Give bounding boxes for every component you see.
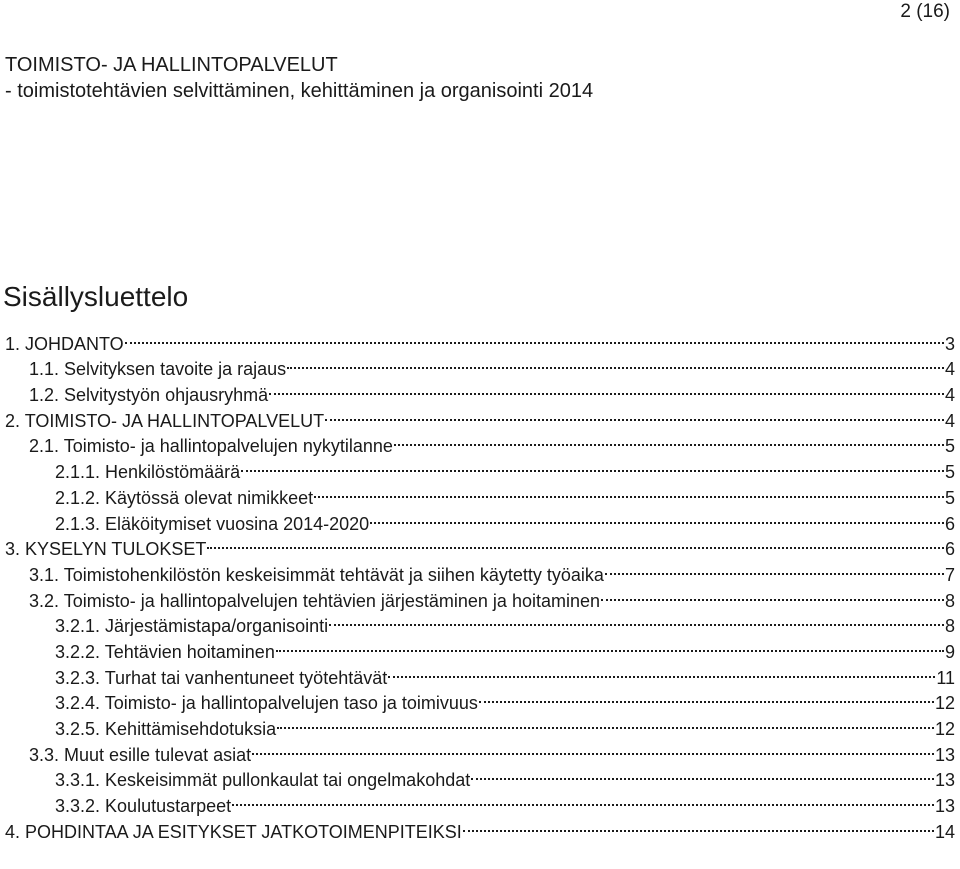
toc-entry-page: 13 xyxy=(934,796,955,817)
toc-dot-leader xyxy=(388,658,935,684)
toc-entry-title: 3.3. Muut esille tulevat asiat xyxy=(29,744,252,765)
toc-dot-leader xyxy=(241,452,944,478)
toc-entry-title: 1.1. Selvityksen tavoite ja rajaus xyxy=(29,359,287,380)
toc-entry-title: 3.2.4. Toimisto- ja hallintopalvelujen taso ja toimivuus xyxy=(55,693,478,714)
document-title: TOIMISTO- JA HALLINTOPALVELUT xyxy=(5,54,338,76)
toc-entry-page: 5 xyxy=(944,487,955,508)
toc-entry-page: 4 xyxy=(944,410,955,431)
toc-dot-leader xyxy=(601,581,944,607)
toc-entry-page: 3 xyxy=(944,333,955,354)
toc-entry-title: 2. TOIMISTO- JA HALLINTOPALVELUT xyxy=(5,410,325,431)
toc-entry-title: 2.1.3. Eläköitymiset vuosina 2014-2020 xyxy=(55,513,370,534)
toc-dot-leader xyxy=(325,401,944,427)
toc-entry-page: 12 xyxy=(934,719,955,739)
document-subtitle: - toimistotehtävien selvittäminen, kehittäminen ja organisointi 2014 xyxy=(5,80,594,102)
toc-dot-leader xyxy=(125,324,944,350)
toc-entry-page: 9 xyxy=(944,641,955,662)
toc-entry-title: 3.3.2. Koulutustarpeet xyxy=(55,796,232,817)
toc-dot-leader xyxy=(276,632,944,658)
toc-entry[interactable] xyxy=(5,324,955,354)
toc-entry-page: 7 xyxy=(944,564,955,585)
toc-dot-leader xyxy=(605,555,944,581)
toc-dot-leader xyxy=(314,478,944,504)
toc-heading: Sisällysluettelo xyxy=(3,281,189,312)
toc-entry-page: 14 xyxy=(934,821,955,842)
toc-dot-leader xyxy=(277,709,934,735)
toc-entry-page: 5 xyxy=(944,462,955,483)
toc-entry-page: 13 xyxy=(934,744,955,765)
toc-dot-leader xyxy=(463,812,934,838)
toc-entry-title: 4. POHDINTAA JA ESITYKSET JATKOTOIMENPITEIKSI xyxy=(5,821,462,842)
toc-entry-title: 2.1. Toimisto- ja hallintopalvelujen nykytilanne xyxy=(29,436,393,457)
toc-entry-page: 5 xyxy=(944,436,955,457)
toc-entry-title: 3.2.1. Järjestämistapa/organisointi xyxy=(55,616,329,637)
toc-entry-title: 3.2.2. Tehtävien hoitaminen xyxy=(55,641,275,662)
toc-entry-title: 3.3.1. Keskeisimmät pullonkaulat tai ongelmakohdat xyxy=(55,770,471,791)
toc-dot-leader xyxy=(370,504,944,530)
toc-dot-leader xyxy=(232,786,934,812)
toc-dot-leader xyxy=(471,761,934,787)
toc-entry-title: 3.2.3. Turhat tai vanhentuneet työtehtävät xyxy=(55,667,388,688)
page-number: 2 (16) xyxy=(900,1,950,22)
toc-entry[interactable] xyxy=(5,350,955,380)
toc-entry-page: 13 xyxy=(934,770,955,791)
toc-entry-page: 6 xyxy=(944,539,955,560)
toc-dot-leader xyxy=(269,375,944,401)
toc-entry-title: 1.2. Selvitystyön ohjausryhmä xyxy=(29,385,269,406)
toc-entry-title: 3.2.5. Kehittämisehdotuksia xyxy=(55,719,277,739)
toc-dot-leader xyxy=(329,607,944,633)
toc-entry-title: 1. JOHDANTO xyxy=(5,333,124,354)
toc-entry-title: 2.1.2. Käytössä olevat nimikkeet xyxy=(55,487,314,508)
table-of-contents xyxy=(5,324,955,842)
toc-entry-page: 4 xyxy=(944,359,955,380)
toc-dot-leader xyxy=(207,530,944,556)
toc-entry-page: 4 xyxy=(944,385,955,406)
toc-entry-page: 8 xyxy=(944,590,955,611)
toc-dot-leader xyxy=(479,684,934,710)
toc-entry-page: 11 xyxy=(936,667,955,688)
toc-entry-page: 8 xyxy=(944,616,955,637)
toc-entry-title: 2.1.1. Henkilöstömäärä xyxy=(55,462,241,483)
toc-entry-title: 3.1. Toimistohenkilöstön keskeisimmät tehtävät ja siihen käytetty työaika xyxy=(29,564,604,585)
toc-entry-page: 12 xyxy=(934,693,955,714)
toc-entry-title: 3. KYSELYN TULOKSET xyxy=(5,539,207,560)
toc-entry-title: 3.2. Toimisto- ja hallintopalvelujen tehtävien järjestäminen ja hoitaminen xyxy=(29,590,600,611)
toc-dot-leader xyxy=(394,427,944,453)
toc-entry-page: 6 xyxy=(944,513,955,534)
toc-dot-leader xyxy=(252,735,934,761)
toc-dot-leader xyxy=(287,350,944,376)
